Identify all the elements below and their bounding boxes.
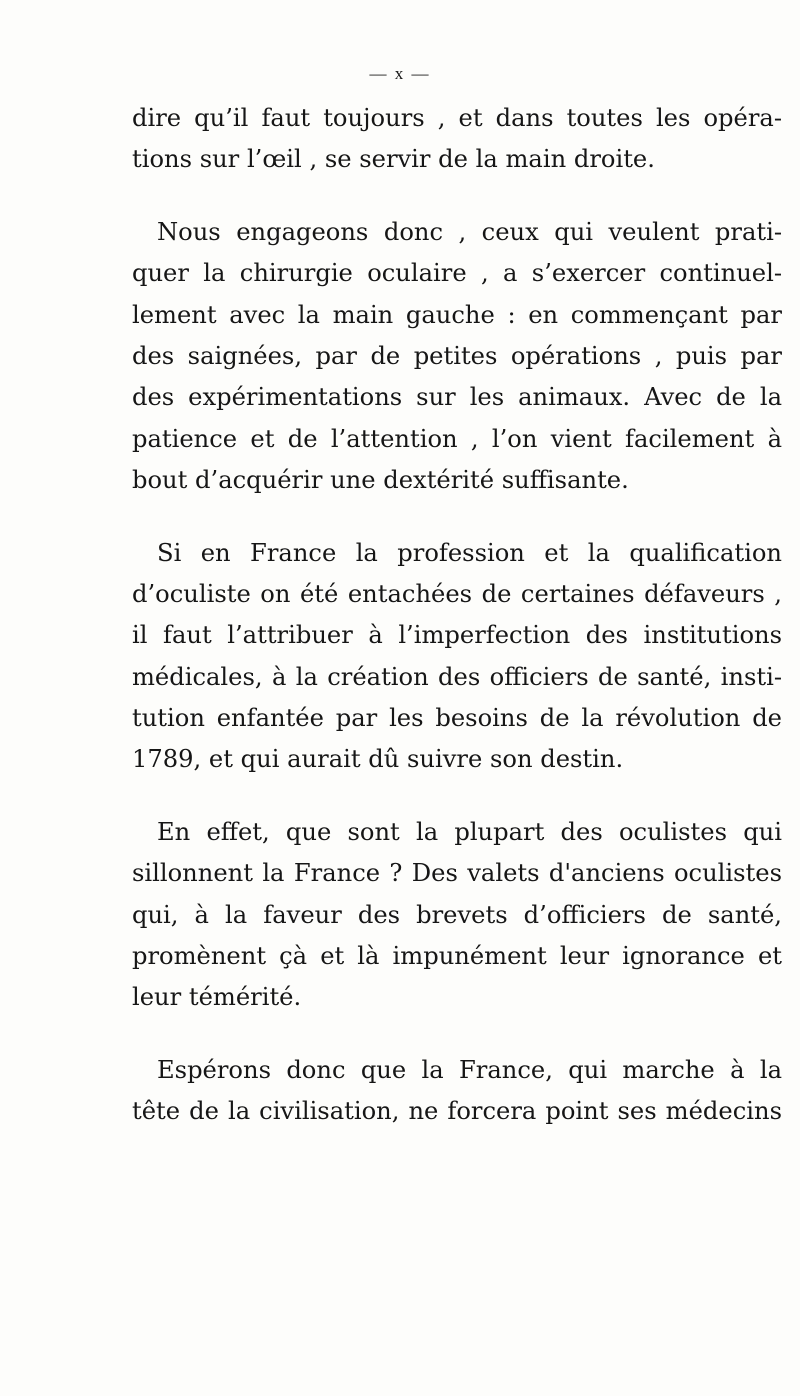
text-line: leur témérité. <box>132 983 302 1012</box>
text-line: tions sur l’œil , se servir de la main droite. <box>132 145 655 174</box>
text-line: tution enfantée par les besoins de la révolution de <box>132 704 782 733</box>
text-line: des saignées, par de petites opérations , puis par <box>132 341 782 370</box>
text-line: médicales, à la création des officiers de santé, insti- <box>132 662 782 691</box>
paragraph-2 <box>132 212 782 502</box>
text-line: En effet, que sont la plupart des oculistes qui <box>157 817 782 846</box>
paragraph-1 <box>132 98 782 181</box>
text-line: il faut l’attribuer à l’imperfection des institutions <box>132 621 782 650</box>
paragraph-3 <box>132 533 782 781</box>
text-line: d’oculiste on été entachées de certaines défaveurs , <box>132 579 782 608</box>
text-line: bout d’acquérir une dextérité suffisante. <box>132 466 629 495</box>
text-line: dire qu’il faut toujours , et dans toutes les opéra- <box>132 104 782 132</box>
text-line: promènent çà et là impunément leur ignorance et <box>132 942 782 971</box>
text-line: des expérimentations sur les animaux. Avec de la <box>132 383 782 412</box>
text-line: lement avec la main gauche : en commençant par <box>132 300 782 329</box>
text-line: patience et de l’attention , l’on vient facilement à <box>132 424 782 453</box>
text-line: Nous engageons donc , ceux qui veulent prati- <box>157 217 782 246</box>
text-line: sillonnent la France ? Des valets d'anciens oculistes <box>132 859 782 888</box>
body-text <box>132 98 782 1133</box>
text-line: qui, à la faveur des brevets d’officiers de santé, <box>132 900 782 929</box>
text-line: 1789, et qui aurait dû suivre son destin. <box>132 745 624 774</box>
paragraph-5 <box>132 1050 782 1133</box>
paragraph-4 <box>132 812 782 1019</box>
text-line: Espérons donc que la France, qui marche à la <box>157 1055 782 1084</box>
text-line: Si en France la profession et la qualification <box>157 538 782 567</box>
text-line: quer la chirurgie oculaire , a s’exercer continuel- <box>132 259 782 288</box>
text-line: tête de la civilisation, ne forcera point ses médecins <box>132 1097 782 1126</box>
page-number: — x — <box>369 64 431 83</box>
